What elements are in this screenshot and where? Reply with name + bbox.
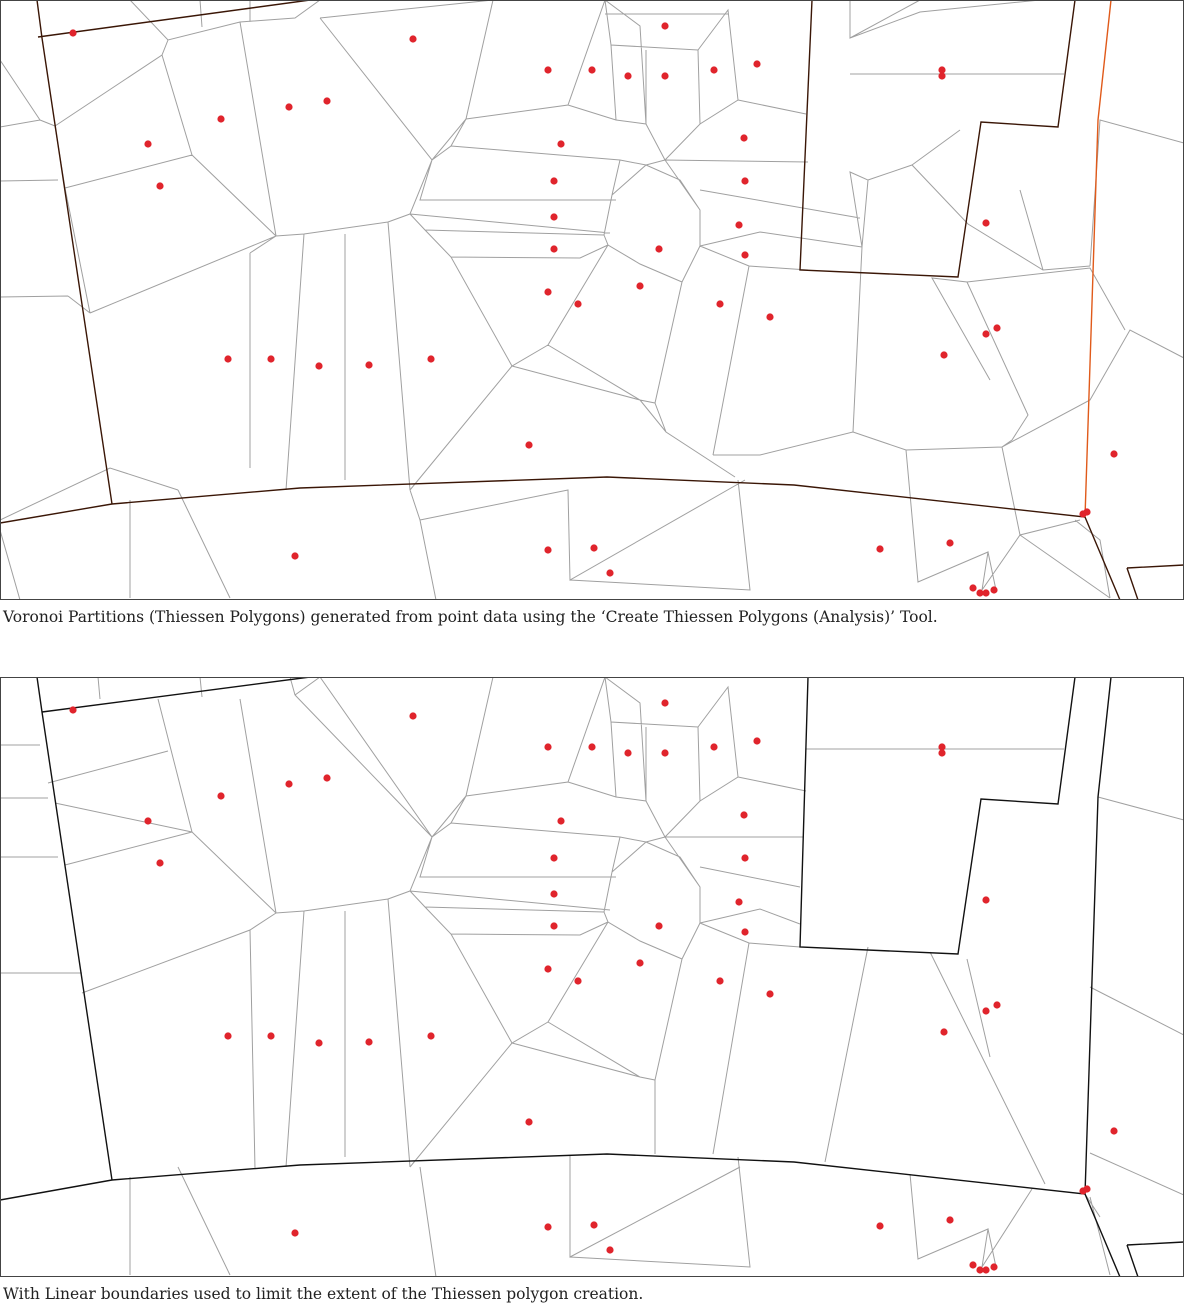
data-point [982, 1007, 989, 1014]
data-point [427, 1032, 434, 1039]
data-point [544, 288, 551, 295]
data-point [409, 35, 416, 42]
point-data-layer [69, 699, 1117, 1273]
data-point [409, 712, 416, 719]
data-point [550, 890, 557, 897]
data-point [606, 569, 613, 576]
limiting-boundaries-overlay [0, 0, 1184, 600]
data-point [982, 219, 989, 226]
data-point [550, 245, 557, 252]
data-point [969, 1261, 976, 1268]
thiessen-cell-edges-set [0, 0, 1184, 600]
boundary-line [0, 0, 1120, 600]
data-point [940, 1028, 947, 1035]
boundary-line [42, 677, 1075, 954]
data-point [940, 351, 947, 358]
data-point [285, 780, 292, 787]
data-point [624, 749, 631, 756]
data-point [291, 1229, 298, 1236]
data-point [588, 743, 595, 750]
data-point [574, 977, 581, 984]
limiting-boundaries-overlay [0, 677, 1184, 1277]
data-point [661, 699, 668, 706]
boundary-line [1085, 677, 1111, 1194]
data-point [217, 115, 224, 122]
figure-caption-bottom: With Linear boundaries used to limit the extent of the Thiessen polygon creation. [3, 1285, 644, 1303]
data-point [741, 854, 748, 861]
data-point [156, 859, 163, 866]
data-point [217, 792, 224, 799]
data-point [876, 545, 883, 552]
data-point [550, 854, 557, 861]
data-point [735, 221, 742, 228]
map-frame [1, 678, 1184, 1277]
data-point [224, 355, 231, 362]
data-point [636, 959, 643, 966]
data-point [588, 66, 595, 73]
data-point [624, 72, 631, 79]
data-point [156, 182, 163, 189]
data-point [285, 103, 292, 110]
data-point [661, 22, 668, 29]
data-point [969, 584, 976, 591]
voronoi-map-panel-constrained [0, 677, 1184, 1277]
data-point [525, 1118, 532, 1125]
data-point [982, 589, 989, 596]
data-point [741, 928, 748, 935]
data-point [735, 898, 742, 905]
data-point [946, 1216, 953, 1223]
thiessen-cell-edges-set [0, 677, 1184, 1277]
data-point [1083, 508, 1090, 515]
data-point [557, 140, 564, 147]
data-point [544, 1223, 551, 1230]
data-point [753, 60, 760, 67]
data-point [544, 743, 551, 750]
data-point [741, 177, 748, 184]
data-point [291, 552, 298, 559]
voronoi-map-unconstrained [0, 0, 1184, 600]
data-point [740, 134, 747, 141]
data-point [69, 29, 76, 36]
data-point [766, 990, 773, 997]
data-point [990, 1263, 997, 1270]
boundary-line [38, 0, 1075, 277]
data-point [550, 922, 557, 929]
data-point [224, 1032, 231, 1039]
point-data-layer [69, 22, 1117, 596]
boundary-line [0, 677, 1120, 1277]
data-point [544, 965, 551, 972]
data-point [365, 361, 372, 368]
data-point [525, 441, 532, 448]
data-point [315, 1039, 322, 1046]
data-point [544, 546, 551, 553]
data-point [661, 72, 668, 79]
boundary-line [1127, 1242, 1184, 1277]
data-point [716, 300, 723, 307]
data-point [710, 66, 717, 73]
data-point [315, 362, 322, 369]
data-point [982, 330, 989, 337]
data-point [993, 324, 1000, 331]
data-point [557, 817, 564, 824]
data-point [1110, 450, 1117, 457]
data-point [1110, 1127, 1117, 1134]
data-point [267, 355, 274, 362]
figure-caption-top: Voronoi Partitions (Thiessen Polygons) generated from point data using the ‘Create Thiessen Polygons (Analysis)’ Tool. [3, 608, 938, 626]
map-frame [1, 1, 1184, 600]
data-point [606, 1246, 613, 1253]
data-point [323, 774, 330, 781]
data-point [655, 245, 662, 252]
boundary-line [1085, 0, 1111, 517]
data-point [550, 213, 557, 220]
data-point [740, 811, 747, 818]
data-point [590, 1221, 597, 1228]
data-point [544, 66, 551, 73]
data-point [716, 977, 723, 984]
data-point [590, 544, 597, 551]
data-point [741, 251, 748, 258]
data-point [427, 355, 434, 362]
data-point [938, 72, 945, 79]
data-point [267, 1032, 274, 1039]
data-point [993, 1001, 1000, 1008]
data-point [982, 1266, 989, 1273]
boundary-line [1127, 565, 1184, 600]
data-point [766, 313, 773, 320]
data-point [982, 896, 989, 903]
data-point [876, 1222, 883, 1229]
data-point [144, 817, 151, 824]
data-point [990, 586, 997, 593]
thiessen-cell-edges [0, 0, 1184, 600]
voronoi-map-constrained [0, 677, 1184, 1277]
thiessen-cell-edges [0, 677, 1184, 1277]
data-point [574, 300, 581, 307]
data-point [365, 1038, 372, 1045]
data-point [946, 539, 953, 546]
data-point [655, 922, 662, 929]
data-point [323, 97, 330, 104]
voronoi-map-panel-unconstrained [0, 0, 1184, 600]
data-point [710, 743, 717, 750]
data-point [661, 749, 668, 756]
data-point [753, 737, 760, 744]
data-point [938, 749, 945, 756]
data-point [636, 282, 643, 289]
data-point [69, 706, 76, 713]
data-point [550, 177, 557, 184]
data-point [144, 140, 151, 147]
data-point [1083, 1185, 1090, 1192]
